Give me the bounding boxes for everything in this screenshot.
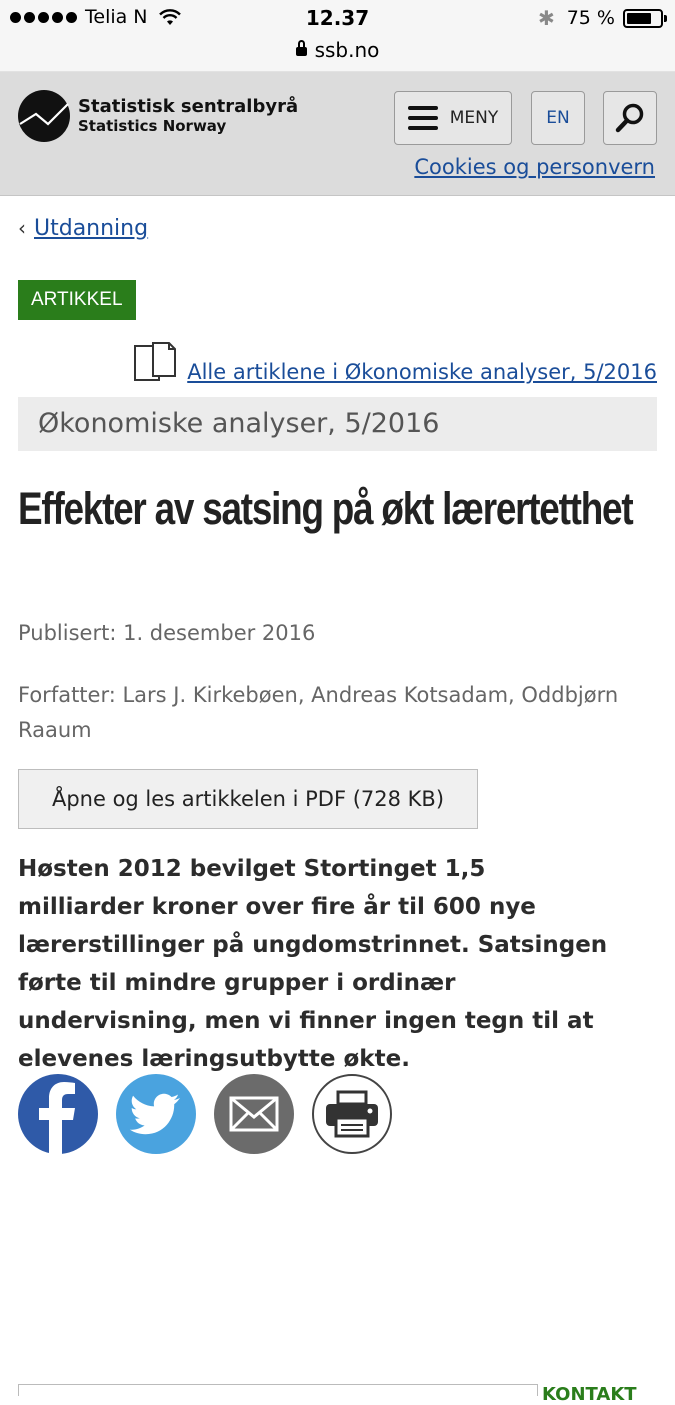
- authors: Forfatter: Lars J. Kirkebøen, Andreas Kotsadam, Oddbjørn Raaum: [18, 683, 619, 742]
- share-buttons: [18, 1074, 392, 1154]
- battery-icon: [623, 9, 663, 28]
- url-text: ssb.no: [314, 38, 380, 62]
- issue-articles-link-text[interactable]: Alle artiklene i Økonomiske analyser, 5/2016: [187, 360, 657, 384]
- ssb-logo-icon: [18, 90, 70, 142]
- carrier-name: Telia N: [85, 6, 148, 28]
- page-title: Effekter av satsing på økt lærertetthet: [18, 483, 633, 534]
- clock: 12.37: [305, 6, 370, 30]
- article-lead: Høsten 2012 bevilget Stortinget 1,5 milliarder kroner over fire år til 600 nye lærerstillinger på ungdomstrinnet. Satsingen førte til mindre grupper i ordinær undervisning, men vi finner ingen tegn til at elevenes læringsutbytte økte.: [18, 856, 608, 1072]
- kontakt-link[interactable]: KONTAKT: [542, 1384, 637, 1405]
- battery-percent: 75 %: [566, 7, 615, 29]
- print-button[interactable]: [312, 1074, 392, 1154]
- address-bar[interactable]: [0, 38, 675, 62]
- search-icon: [614, 102, 646, 134]
- chevron-left-icon: ‹: [18, 216, 26, 240]
- menu-label: MENY: [449, 108, 499, 128]
- issue-bar: Økonomiske analyser, 5/2016: [18, 397, 657, 451]
- bluetooth-icon: ✱: [537, 6, 555, 30]
- search-field-partial[interactable]: [18, 1384, 538, 1396]
- facebook-icon: [18, 1074, 98, 1154]
- battery-fill: [627, 13, 651, 24]
- logo-line-1: Statistisk sentralbyrå: [78, 96, 299, 118]
- documents-icon: [133, 342, 177, 384]
- cookies-link[interactable]: Cookies og personvern: [414, 155, 655, 179]
- share-twitter-button[interactable]: [116, 1074, 196, 1154]
- breadcrumb-link-utdanning[interactable]: Utdanning: [34, 216, 149, 241]
- language-button[interactable]: EN: [531, 91, 585, 145]
- search-button[interactable]: [603, 91, 657, 145]
- breadcrumb: [18, 216, 148, 241]
- mail-icon: [229, 1096, 279, 1132]
- open-pdf-button[interactable]: Åpne og les artikkelen i PDF (728 KB): [18, 769, 478, 829]
- twitter-icon: [131, 1093, 181, 1135]
- article-type-badge: ARTIKKEL: [18, 280, 136, 320]
- battery-status: [538, 6, 663, 30]
- print-icon: [324, 1090, 380, 1138]
- issue-articles-link[interactable]: [133, 342, 657, 384]
- logo-text: [78, 97, 298, 135]
- site-header: [0, 72, 675, 196]
- lock-icon: [296, 47, 307, 56]
- hamburger-icon: [408, 106, 438, 130]
- status-bar: [0, 0, 675, 72]
- published-date: Publisert: 1. desember 2016: [18, 621, 316, 645]
- logo-line-2: Statistics Norway: [78, 116, 227, 135]
- share-facebook-button[interactable]: [18, 1074, 98, 1154]
- share-email-button[interactable]: [214, 1074, 294, 1154]
- ssb-logo[interactable]: [18, 90, 298, 142]
- menu-button[interactable]: [394, 91, 512, 145]
